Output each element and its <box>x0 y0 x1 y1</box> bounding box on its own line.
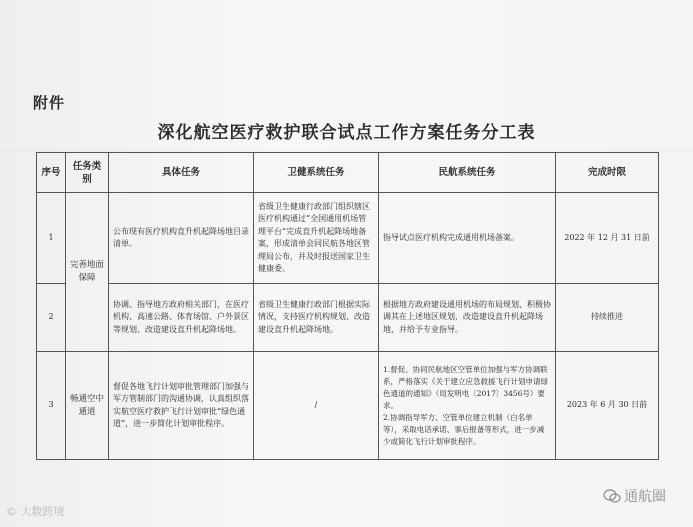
watermark-left: © 大数跨境 <box>6 505 65 518</box>
watermark-right <box>603 486 666 506</box>
header-deadline: 完成时限 <box>556 153 659 193</box>
row-category: 完善地面保障 <box>66 193 109 352</box>
task-division-table <box>36 152 659 460</box>
row-aviation-task: 1.督促、协同民航地区空管单位加强与军方协调联系，严格落实《关于建立应急救援飞行计划申请绿色通道的通知》（局发明电〔2017〕3456号）要求。 2.协调指导军方、空管单位建立机制（白名单等），采取电话承诺、事后报备等形式，进一步减少或简化飞行计划审批程序。 <box>379 352 556 460</box>
watermark-right-label: 通航圈 <box>624 489 666 505</box>
row-health-task: / <box>254 352 379 460</box>
row-seq: 2 <box>37 284 66 352</box>
row-aviation-task: 指导试点医疗机构完成通用机场备案。 <box>379 193 556 284</box>
header-seq: 序号 <box>37 153 66 193</box>
row-task: 督促各地飞行计划审批管理部门加强与军方管制部门的沟通协调，认真组织落实航空医疗救护飞行计划审批“绿色通道”，进一步简化计划审批程序。 <box>109 352 254 460</box>
row-aviation-task: 根据地方政府建设通用机场的布局规划，积极协调其在上述地区规划，改造建设直升机起降场地，并给予专业指导。 <box>379 284 556 352</box>
table-header-row <box>37 153 659 193</box>
row-task: 公布现有医疗机构直升机起降场地目录清单。 <box>109 193 254 284</box>
header-task: 具体任务 <box>109 153 254 193</box>
row-category: 畅通空中通道 <box>66 352 109 460</box>
row-deadline: 2023 年 6 月 30 日前 <box>556 352 659 460</box>
wechat-icon <box>603 489 621 503</box>
row-health-task: 省级卫生健康行政部门组织辖区医疗机构通过“全国通用机场管理平台”完成直升机起降场地备案，形成清单会同民航各地区管理局公布，并及时报送国家卫生健康委。 <box>254 193 379 284</box>
table-row <box>37 193 659 284</box>
row-task: 协调、指导地方政府相关部门，在医疗机构、高速公路、体育场馆、户外景区等规划、改造建设直升机起降场地。 <box>109 284 254 352</box>
row-deadline: 2022 年 12 月 31 日前 <box>556 193 659 284</box>
table-row <box>37 352 659 460</box>
row-deadline: 持续推进 <box>556 284 659 352</box>
document-title: 深化航空医疗救护联合试点工作方案任务分工表 <box>157 123 536 143</box>
header-health-task: 卫健系统任务 <box>254 153 379 193</box>
row-health-task: 省级卫生健康行政部门根据实际情况，支持医疗机构规划、改造建设直升机起降场地。 <box>254 284 379 352</box>
appendix-label: 附件 <box>33 94 66 112</box>
header-aviation-task: 民航系统任务 <box>379 153 556 193</box>
row-seq: 1 <box>37 193 66 284</box>
header-category: 任务类别 <box>66 153 109 193</box>
page-fold <box>0 150 693 151</box>
row-seq: 3 <box>37 352 66 460</box>
table-row <box>37 284 659 352</box>
